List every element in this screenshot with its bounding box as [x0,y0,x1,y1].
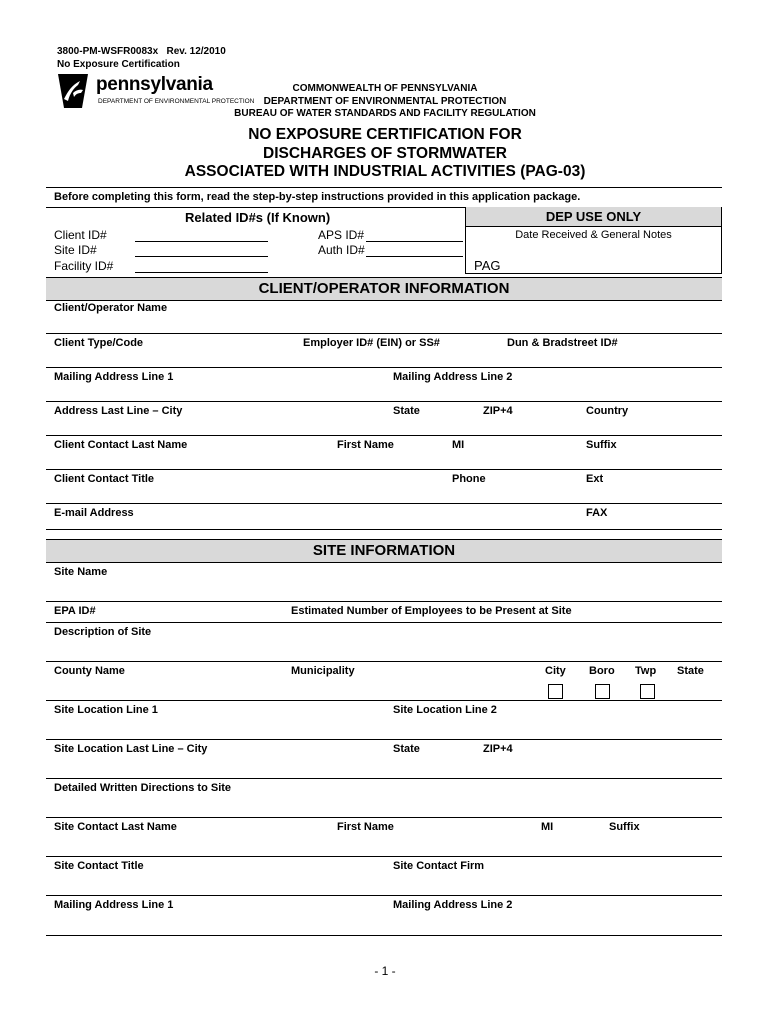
site-id-field[interactable] [135,256,268,257]
site-location1-label: Site Location Line 1 [54,704,158,716]
epa-id-row[interactable] [46,622,722,623]
logo-wordmark: pennsylvania [96,74,213,95]
client-contact-title-label: Client Contact Title [54,473,155,485]
client-suffix-label: Suffix [586,439,617,451]
municipality-label: Municipality [291,665,355,677]
dep-use-only-header: DEP USE ONLY [545,209,642,224]
client-first-name-label: First Name [337,439,394,451]
client-mi-label: MI [452,439,465,451]
auth-id-field[interactable] [366,256,463,257]
site-mail-row[interactable] [46,935,722,936]
client-phone-label: Phone [452,473,486,485]
site-description-field[interactable] [46,661,722,662]
site-contact-row[interactable] [46,856,722,857]
page-number: - 1 - [374,964,396,978]
site-mi-label: MI [541,821,554,833]
client-fax-label: FAX [586,507,608,519]
county-name-label: County Name [54,665,125,677]
agency-line-2: DEPARTMENT OF ENVIRONMENTAL PROTECTION [263,96,507,107]
operator-name-field[interactable] [46,333,722,334]
client-id-label: Client ID# [54,228,107,242]
client-contact-last-label: Client Contact Last Name [54,439,188,451]
date-received-notes: Date Received & General Notes [515,229,672,241]
client-mail1-label: Mailing Address Line 1 [54,371,174,383]
site-contact-firm-label: Site Contact Firm [393,860,485,872]
site-section-title: SITE INFORMATION [312,542,456,559]
city-label: City [545,665,566,677]
site-state-label: State [393,743,420,755]
site-id-label: Site ID# [54,243,97,257]
site-mail1-label: Mailing Address Line 1 [54,899,174,911]
client-section-header [46,277,722,301]
site-contact-last-label: Site Contact Last Name [54,821,177,833]
form-number: 3800-PM-WSFR0083x Rev. 12/2010 [57,46,226,57]
site-suffix-label: Suffix [609,821,640,833]
auth-id-label: Auth ID# [318,243,365,257]
client-section-title: CLIENT/OPERATOR INFORMATION [258,280,510,297]
client-title-row[interactable] [46,503,722,504]
client-contact-row[interactable] [46,469,722,470]
client-mail-row[interactable] [46,401,722,402]
instructions-text: Before completing this form, read the step-by-step instructions provided in this application package. [54,191,581,203]
city-checkbox[interactable] [548,684,563,699]
form-title-line-1: NO EXPOSURE CERTIFICATION FOR [248,126,522,143]
boro-label: Boro [589,665,615,677]
twp-label: Twp [635,665,657,677]
client-ext-label: Ext [586,473,604,485]
facility-id-field[interactable] [135,272,268,273]
aps-id-field[interactable] [366,241,463,242]
site-description-label: Description of Site [54,626,152,638]
form-title-line-3: ASSOCIATED WITH INDUSTRIAL ACTIVITIES (PAG-03) [184,163,586,180]
boro-checkbox[interactable] [595,684,610,699]
site-zip-label: ZIP+4 [483,743,513,755]
client-type-label: Client Type/Code [54,337,144,349]
form-title-line-2: DISCHARGES OF STORMWATER [263,145,507,162]
client-zip-label: ZIP+4 [483,405,513,417]
twp-checkbox[interactable] [640,684,655,699]
site-mail2-label: Mailing Address Line 2 [393,899,513,911]
agency-line-1: COMMONWEALTH OF PENNSYLVANIA [292,83,478,94]
client-state-label: State [393,405,420,417]
facility-id-label: Facility ID# [54,259,114,273]
site-directions-label: Detailed Written Directions to Site [54,782,232,794]
client-country-label: Country [586,405,629,417]
client-address-row[interactable] [46,435,722,436]
client-email-row[interactable] [46,529,722,530]
site-title-row[interactable] [46,895,722,896]
epa-id-label: EPA ID# [54,605,96,617]
keystone-icon [56,73,90,109]
site-contact-title-label: Site Contact Title [54,860,144,872]
dep-use-only-box [465,207,722,274]
site-location2-label: Site Location Line 2 [393,704,497,716]
site-location-row[interactable] [46,739,722,740]
client-email-label: E-mail Address [54,507,134,519]
site-section-header [46,539,722,563]
form-subtitle: No Exposure Certification [57,59,180,70]
client-city-label: Address Last Line – City [54,405,183,417]
municipality-state-label: State [677,665,704,677]
operator-name-label: Client/Operator Name [54,302,168,314]
site-first-name-label: First Name [337,821,394,833]
employees-label: Estimated Number of Employees to be Present at Site [291,605,572,617]
site-location-city-label: Site Location Last Line – City [54,743,208,755]
client-mail2-label: Mailing Address Line 2 [393,371,513,383]
client-id-field[interactable] [135,241,268,242]
county-row[interactable] [46,700,722,701]
related-ids-header: Related ID#s (If Known) [185,210,331,225]
site-directions-field[interactable] [46,817,722,818]
aps-id-label: APS ID# [318,228,365,242]
logo-department: DEPARTMENT OF ENVIRONMENTAL PROTECTION [98,98,255,105]
site-name-label: Site Name [54,566,108,578]
site-city-row[interactable] [46,778,722,779]
agency-line-3: BUREAU OF WATER STANDARDS AND FACILITY REGULATION [234,108,536,119]
pag-label: PAG [474,258,501,273]
dun-bradstreet-label: Dun & Bradstreet ID# [507,337,618,349]
site-name-field[interactable] [46,601,722,602]
client-type-row[interactable] [46,367,722,368]
ein-label: Employer ID# (EIN) or SS# [303,337,440,349]
